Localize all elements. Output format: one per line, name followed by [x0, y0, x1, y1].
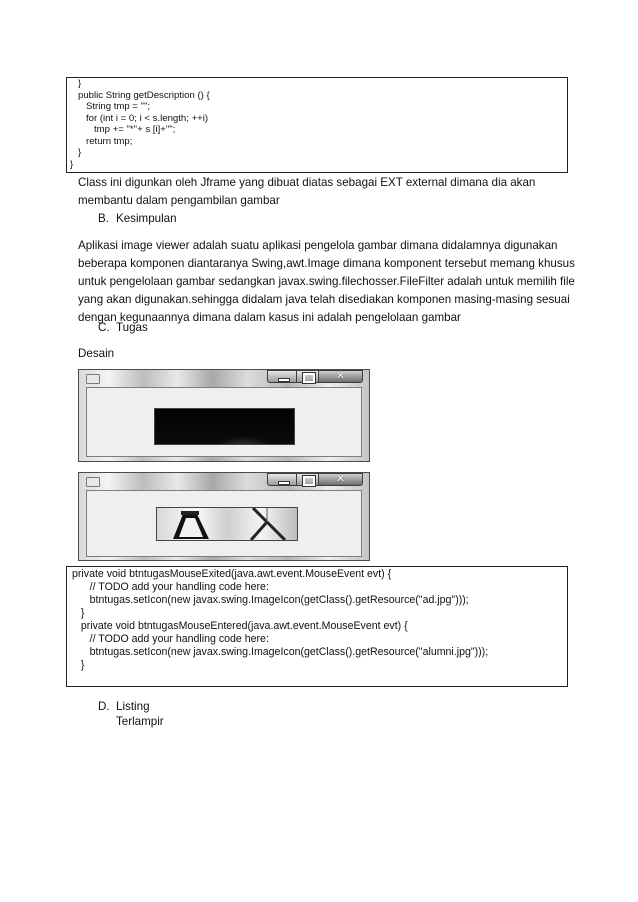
button-image-light	[156, 507, 298, 541]
code-block-getdescription	[66, 77, 568, 173]
minimize-icon	[267, 370, 297, 383]
section-heading-tugas	[98, 319, 148, 337]
code-line: String tmp = "";	[70, 101, 151, 112]
java-app-icon	[86, 477, 100, 487]
window-controls	[267, 473, 363, 486]
code-line: }	[72, 606, 85, 619]
code-line: }	[70, 158, 74, 170]
image-content	[157, 508, 297, 540]
code-line: public String getDescription () {	[70, 89, 210, 101]
code-line: private void btntugasMouseEntered(java.awt.event.MouseEvent evt) {	[72, 619, 408, 632]
screenshot-window-mouse-entered	[78, 472, 370, 561]
code-line: }	[72, 658, 85, 671]
minimize-icon	[267, 473, 297, 486]
section-letter: D.	[98, 700, 110, 713]
code-line: return tmp;	[70, 135, 133, 147]
window-titlebar	[79, 370, 369, 386]
paragraph-class-description: Class ini digunkan oleh Jframe yang dibuat diatas sebagai EXT external dimana dia akan membantu dalam pengambilan gambar	[78, 176, 536, 207]
code-line: private void btntugasMouseExited(java.awt.event.MouseEvent evt) {	[72, 568, 392, 580]
listing-body: Terlampir	[116, 715, 164, 728]
code-line: // TODO add your handling code here:	[72, 580, 269, 593]
window-content-area	[86, 387, 362, 457]
window-content-area	[86, 490, 362, 557]
desain-label: Desain	[78, 347, 115, 360]
section-heading-kesimpulan	[98, 210, 177, 228]
maximize-icon	[297, 473, 319, 486]
section-letter: C.	[98, 321, 110, 334]
code-line: }	[70, 147, 82, 158]
code-line: for (int i = 0; i < s.length; ++i)	[70, 112, 209, 124]
paragraph-kesimpulan: Aplikasi image viewer adalah suatu aplikasi pengelola gambar dimana didalamnya digunakan beberapa komponen diantaranya Swing,awt.Image dimana komponent tersebut memang khusus untuk pengelolaan gambar sedangkan javax.swing.filechosser.FileFilter adalah untuk memilih file yang akan digunakan.sehingga didalam java telah disediakan komponen masing-masing sesuai dengan kegunaannya dimana dalam kasus ini adalah pengelolaan gambar	[78, 239, 575, 324]
button-image-dark	[154, 408, 295, 445]
section-letter: B.	[98, 212, 109, 225]
section-title: Tugas	[116, 321, 148, 334]
code-block-mouse-events	[66, 566, 568, 687]
code-line: }	[70, 78, 82, 89]
section-title: Listing	[116, 700, 150, 713]
screenshot-window-mouse-exited	[78, 369, 370, 462]
code-line: btntugas.setIcon(new javax.swing.ImageIcon(getClass().getResource("ad.jpg")));	[72, 593, 469, 606]
code-line: btntugas.setIcon(new javax.swing.ImageIcon(getClass().getResource("alumni.jpg")));	[72, 645, 489, 658]
code-line: // TODO add your handling code here:	[72, 632, 269, 645]
close-icon	[319, 370, 363, 383]
window-titlebar	[79, 473, 369, 489]
java-app-icon	[86, 374, 100, 384]
section-title: Kesimpulan	[116, 212, 177, 225]
window-controls	[267, 370, 363, 383]
close-icon	[319, 473, 363, 486]
code-line: tmp += "*"+ s [i]+"";	[70, 124, 176, 135]
maximize-icon	[297, 370, 319, 383]
